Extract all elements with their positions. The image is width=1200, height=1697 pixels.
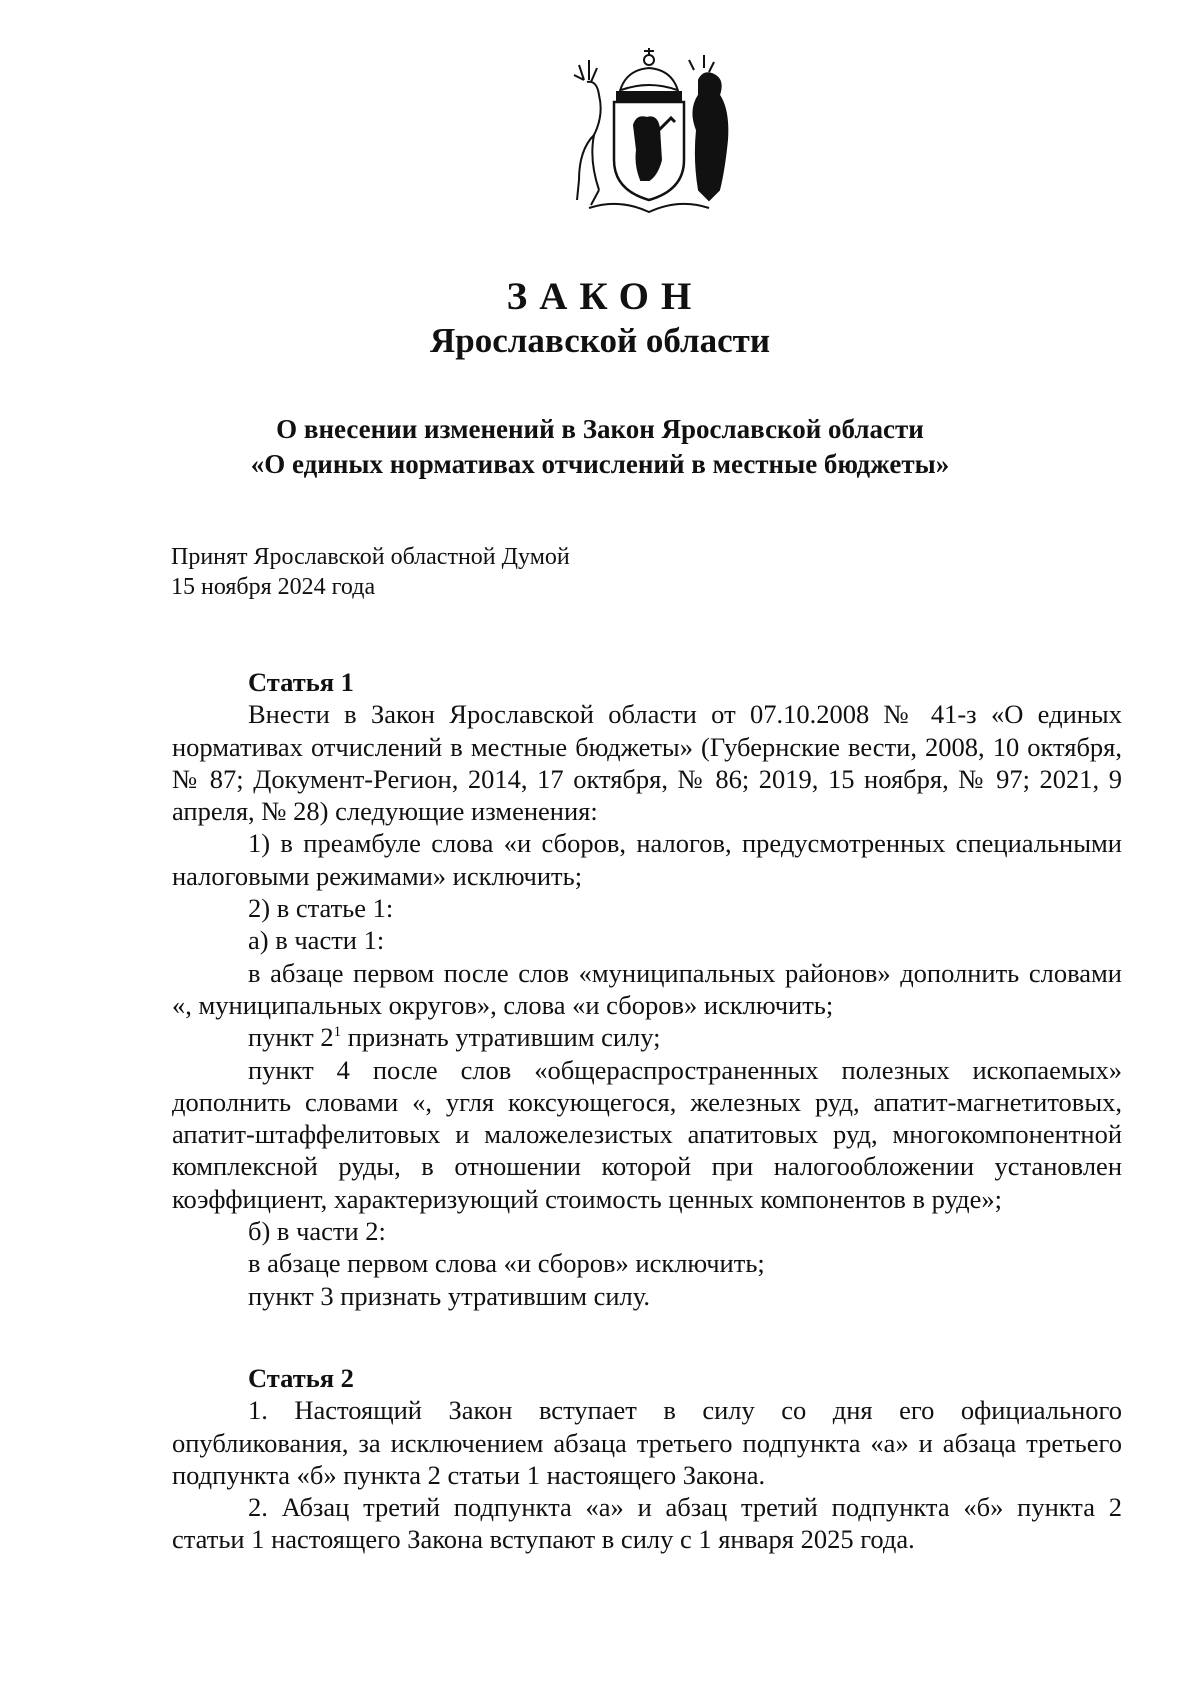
- paragraph: в абзаце первом слова «и сборов» исключить;: [248, 1248, 765, 1279]
- law-subject: [0, 412, 1200, 482]
- subject-line: О внесении изменений в Закон Ярославской области: [276, 414, 924, 444]
- law-body: [172, 666, 1122, 1556]
- paragraph: Внести в Закон Ярославской области от 07.10.2008 № 41-з «О единых нормативах отчислений в местные бюджеты» (Губернские вести, 2008, 10 октября, № 87; Документ-Регион, 2014, 17 октября, № 86; 2019, 15 ноября, № 97; 2021, 9 апреля, № 28) следующие изменения:: [172, 699, 1122, 827]
- paragraph: 2) в статье 1:: [248, 893, 394, 924]
- paragraph: 1. Настоящий Закон вступает в силу со дня его официального опубликования, за исключением абзаца третьего подпункта «а» и абзаца третьего подпункта «б» пункта 2 статьи 1 настоящего Закона.: [172, 1395, 1122, 1490]
- paragraph-text: пункт 2: [248, 1022, 334, 1053]
- paragraph: 2. Абзац третий подпункта «а» и абзац третий подпункта «б» пункта 2 статьи 1 настоящего Закона вступают в силу с 1 января 2025 года.: [172, 1492, 1122, 1555]
- adoption-body: Принят Ярославской областной Думой: [171, 544, 570, 570]
- region-name: Ярославской области: [429, 321, 771, 360]
- adoption-date: 15 ноября 2024 года: [171, 574, 376, 600]
- article-heading: Статья 2: [248, 1362, 354, 1393]
- document-type: ЗАКОН: [506, 275, 704, 318]
- coat-of-arms-emblem: [549, 40, 749, 220]
- paragraph: в абзаце первом после слов «муниципальных районов» дополнить словами «, муниципальных округов», слова «и сборов» исключить;: [172, 957, 1122, 1020]
- paragraph: б) в части 2:: [248, 1216, 386, 1247]
- superscript: 1: [333, 1024, 342, 1041]
- article-heading: Статья 1: [248, 667, 354, 697]
- paragraph: 1) в преамбуле слова «и сборов, налогов, предусмотренных специальными налоговыми режимами» исключить;: [172, 828, 1122, 891]
- paragraph: [172, 1021, 1122, 1053]
- paragraph: а) в части 1:: [248, 925, 385, 956]
- paragraph: пункт 3 признать утратившим силу.: [248, 1280, 650, 1311]
- subject-line: «О единых нормативах отчислений в местные бюджеты»: [250, 449, 950, 479]
- paragraph: пункт 4 после слов «общераспространенных полезных ископаемых» дополнить словами «, угля коксующегося, железных руд, апатит-магнетитовых, апатит-штаффелитовых и маложелезистых апатитовых руд, многокомпонентной комплексной руды, в отношении которой при налогообложении установлен коэффициент, характеризующий стоимость ценных компонентов в руде»;: [172, 1054, 1122, 1214]
- adoption-info: [171, 542, 570, 602]
- paragraph-text: признать утратившим силу;: [341, 1022, 661, 1053]
